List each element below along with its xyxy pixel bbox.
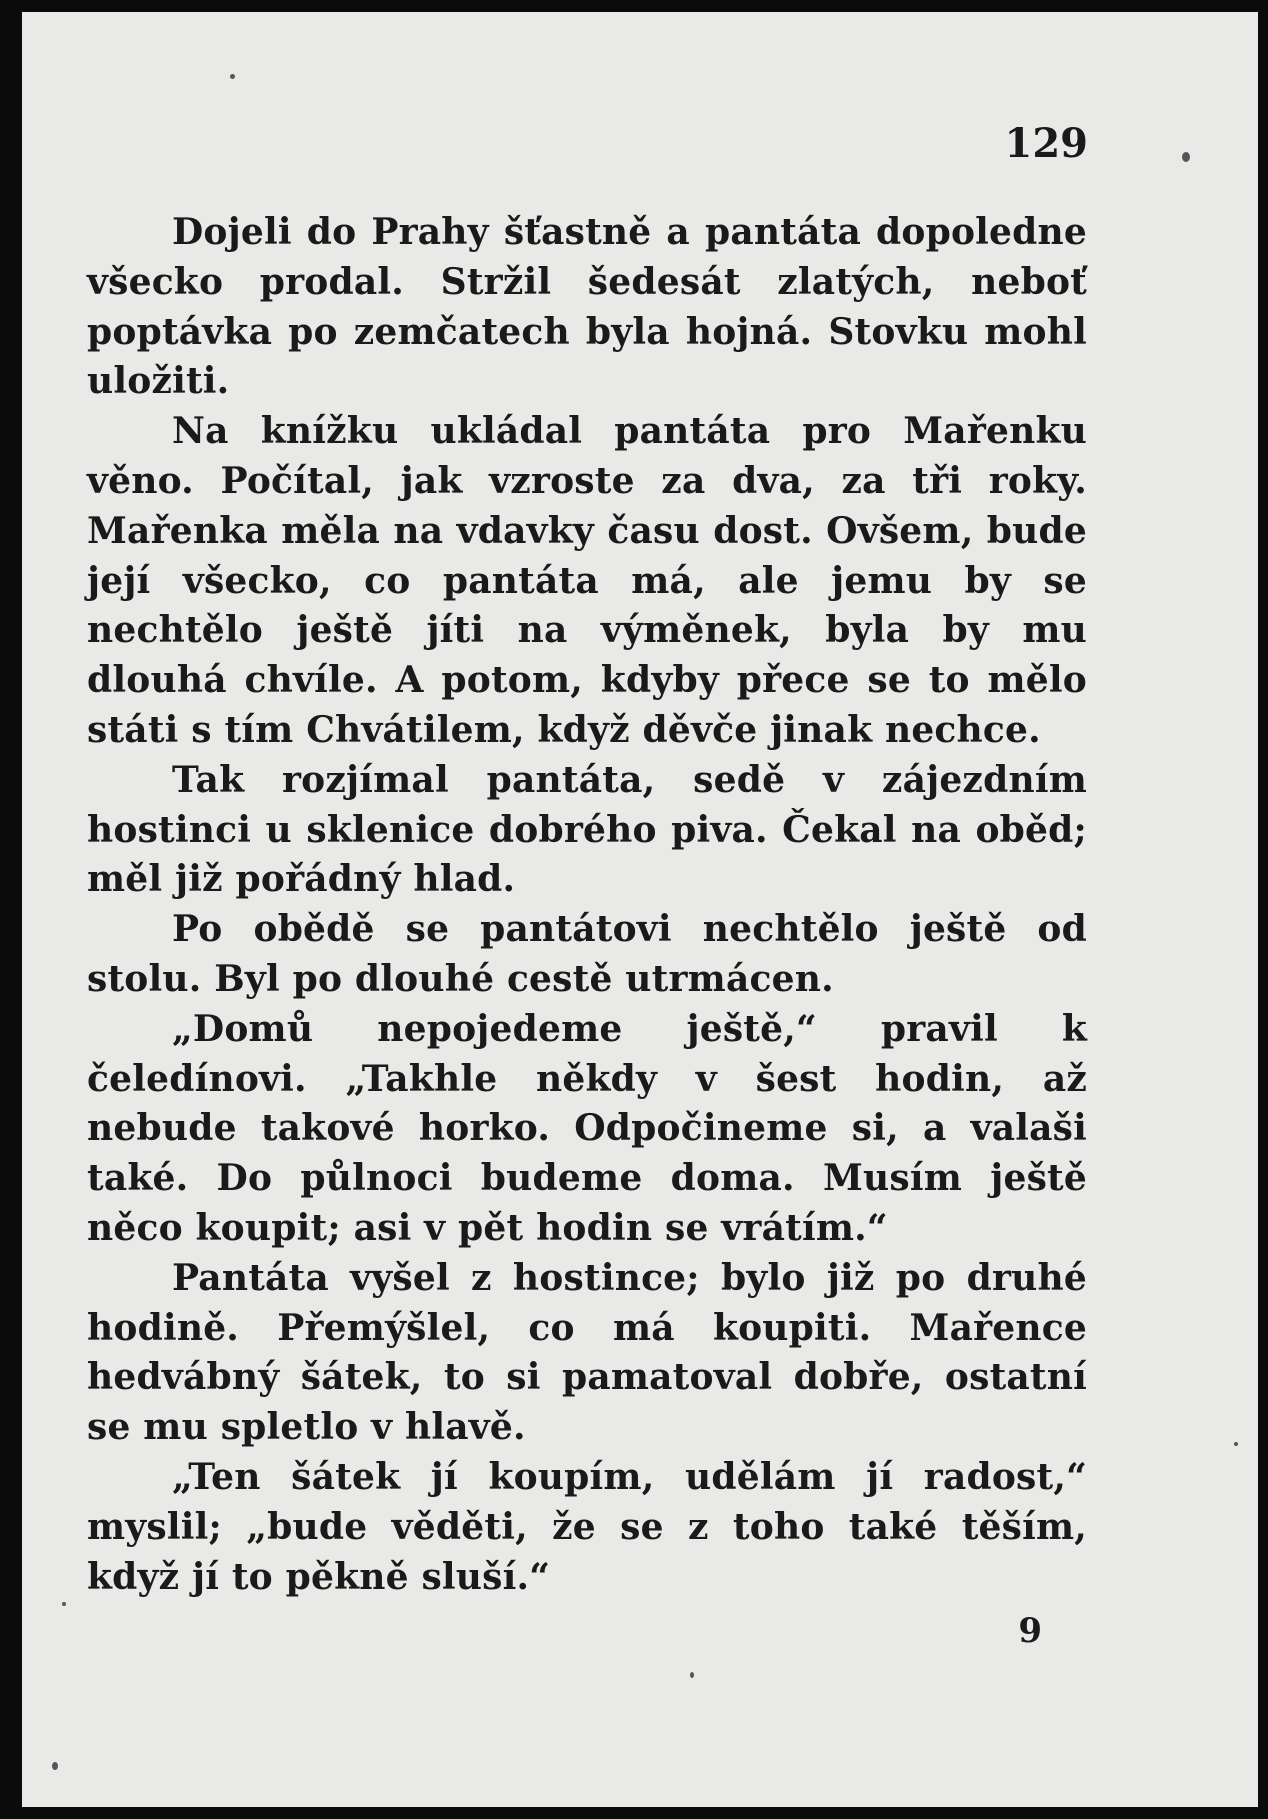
paper-speck [230,74,235,79]
paper-speck [62,1602,66,1606]
paragraph: Po obědě se pantátovi nechtělo ještě od stolu. Byl po dlouhé cestě utrmácen. [87,908,1087,1000]
paragraph: Dojeli do Prahy šťastně a pantáta dopoledne všecko prodal. Stržil šedesát zlatých, neboť poptávka po zemčatech byla hojná. Stovku mohl uložiti. [87,211,1087,403]
paragraph: Na knížku ukládal pantáta pro Mařenku věno. Počítal, jak vzroste za dva, za tři roky. Mařenka měla na vdavky času dost. Ovšem, bude její všecko, co pantáta má, ale jemu by se nechtělo ještě jíti na výměnek, byla by mu dlouhá chvíle. A potom, kdyby přece se to mělo státi s tím Chvátilem, když děvče jinak nechce. [87,410,1087,751]
paragraph: Pantáta vyšel z hostince; bylo již po druhé hodině. Přemýšlel, co má koupiti. Mařence hedvábný šátek, to si pamatoval dobře, ostatní se mu spletlo v hlavě. [87,1256,1087,1449]
paragraph: „Ten šátek jí koupím, udělám jí radost,“ myslil; „bude věděti, že se z toho také těším, když jí to pěkně sluší.“ [87,1455,1087,1598]
paper-speck [1182,152,1190,162]
paper-speck [690,1672,694,1678]
body-text [87,208,1087,1602]
signature-mark: 9 [1018,1611,1042,1651]
paragraph: Tak rozjímal pantáta, sedě v zájezdním hostinci u sklenice dobrého piva. Čekal na oběd; měl již pořádný hlad. [87,758,1087,901]
paper-speck [1234,1442,1238,1446]
book-page [22,12,1258,1807]
page-number: 129 [1004,120,1088,167]
paragraph: „Domů nepojedeme ještě,“ pravil k čeledínovi. „Takhle někdy v šest hodin, až nebude takové horko. Odpočineme si, a valaši také. Do půlnoci budeme doma. Musím ještě něco koupit; asi v pět hodin se vrátím.“ [87,1007,1087,1249]
paper-speck [52,1762,58,1770]
